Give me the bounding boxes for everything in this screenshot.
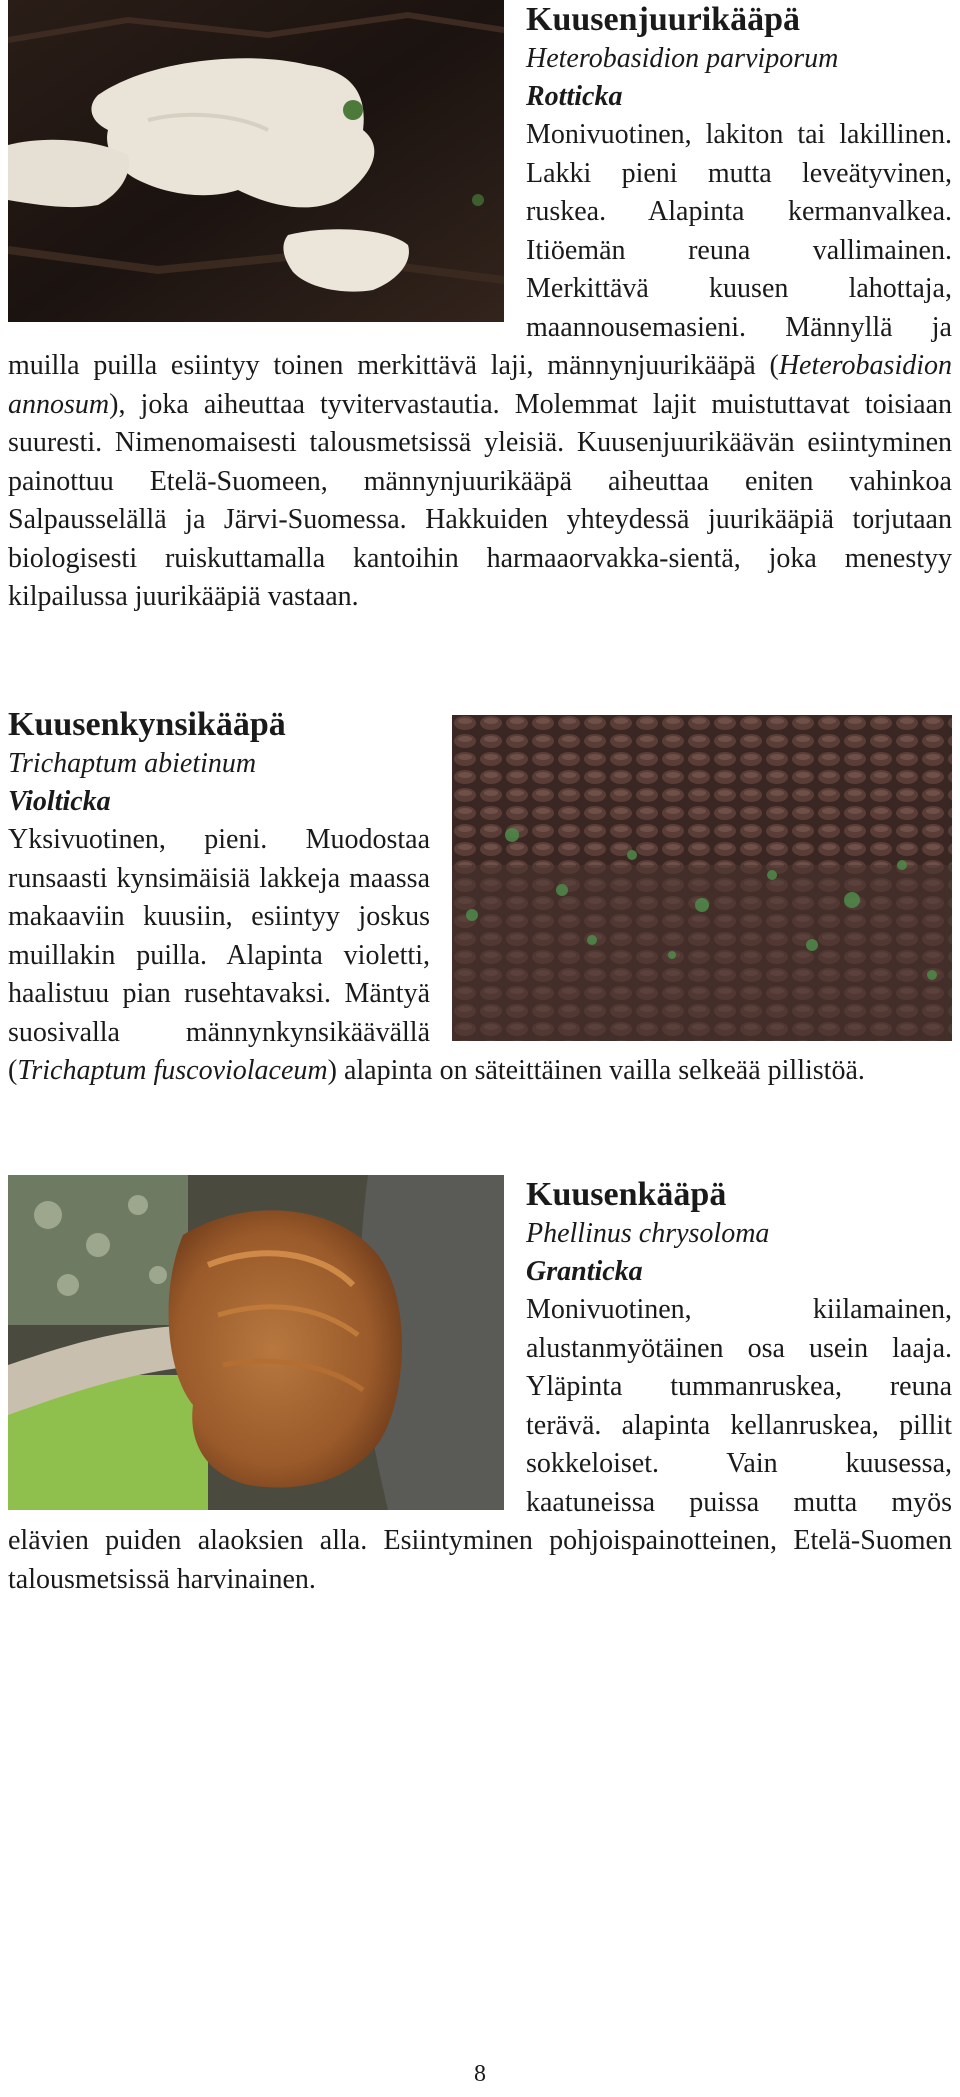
latin-name: Heterobasidion parviporum	[526, 43, 839, 74]
species-section-1	[8, 0, 952, 617]
description-text: Monivuotinen, lakiton tai lakillinen. Lakki pieni mutta leveätyvinen, ruskea. Alapinta kermanvalkea. Itiöemän reuna vallimainen. Merkittävä kuusen lahottaja, maannousemasieni. Männyllä ja muilla puilla esiintyy toinen merkittävä laji, männynjuurikääpä (	[8, 119, 952, 381]
species-title: Kuusenkynsikääpä	[8, 706, 286, 743]
description-latin-reference: Trichaptum fuscoviolaceum	[17, 1055, 328, 1086]
photo-kuusenjuurikaapa	[8, 0, 504, 322]
description-text: ), joka aiheuttaa tyvitervastautia. Molemmat lajit muistuttavat toisiaan suuresti. Nimenomaisesti talousmetsissä yleisiä. Kuusenjuurikäävän esiintyminen painottuu Etelä-Suomeen, männynjuurikääpä aiheuttaa eniten vahinkoa Salpausselällä ja Järvi-Suomessa. Hakkuiden yhteydessä juurikääpiä torjutaan biologisesti ruiskuttamalla kantoihin harmaaorvakka-sientä, joka menestyy kilpailussa juurikääpiä vastaan.	[8, 388, 952, 612]
species-section-3	[8, 1175, 952, 1599]
description-text: ) alapinta on säteittäinen vailla selkeää pillistöä.	[327, 1055, 865, 1086]
swedish-name: Rotticka	[526, 81, 623, 112]
swedish-name: Violticka	[8, 786, 111, 817]
photo-kuusenkynsikaapa	[452, 715, 952, 1041]
latin-name: Trichaptum abietinum	[8, 748, 257, 779]
page-number: 8	[474, 2061, 486, 2087]
photo-kuusenkaapa	[8, 1175, 504, 1510]
description-text: Monivuotinen, kiilamainen, alustanmyötäinen osa usein laaja. Yläpinta tummanruskea, reuna terävä. alapinta kellanruskea, pillit sokkeloiset. Vain kuusessa, kaatuneissa puissa mutta myös elävien puiden alaoksien alla. Esiintyminen pohjoispainotteinen, Etelä-Suomen talousmetsissä harvinainen.	[8, 1294, 952, 1595]
latin-name: Phellinus chrysoloma	[526, 1218, 770, 1249]
description-text: Yksivuotinen, pieni. Muodostaa runsaasti kynsimäisiä lakkeja maassa makaaviin kuusiin, esiintyy joskus muillakin puilla. Alapinta violetti, haalistuu pian rusehtavaksi. Mäntyä suosivalla männynkynsikäävällä (	[8, 824, 430, 1086]
species-section-2	[8, 705, 952, 1091]
species-title: Kuusenkääpä	[526, 1176, 727, 1213]
species-title: Kuusenjuurikääpä	[526, 1, 800, 38]
description-latin-reference: Heterobasidion annosum	[8, 350, 952, 420]
swedish-name: Granticka	[526, 1256, 643, 1287]
